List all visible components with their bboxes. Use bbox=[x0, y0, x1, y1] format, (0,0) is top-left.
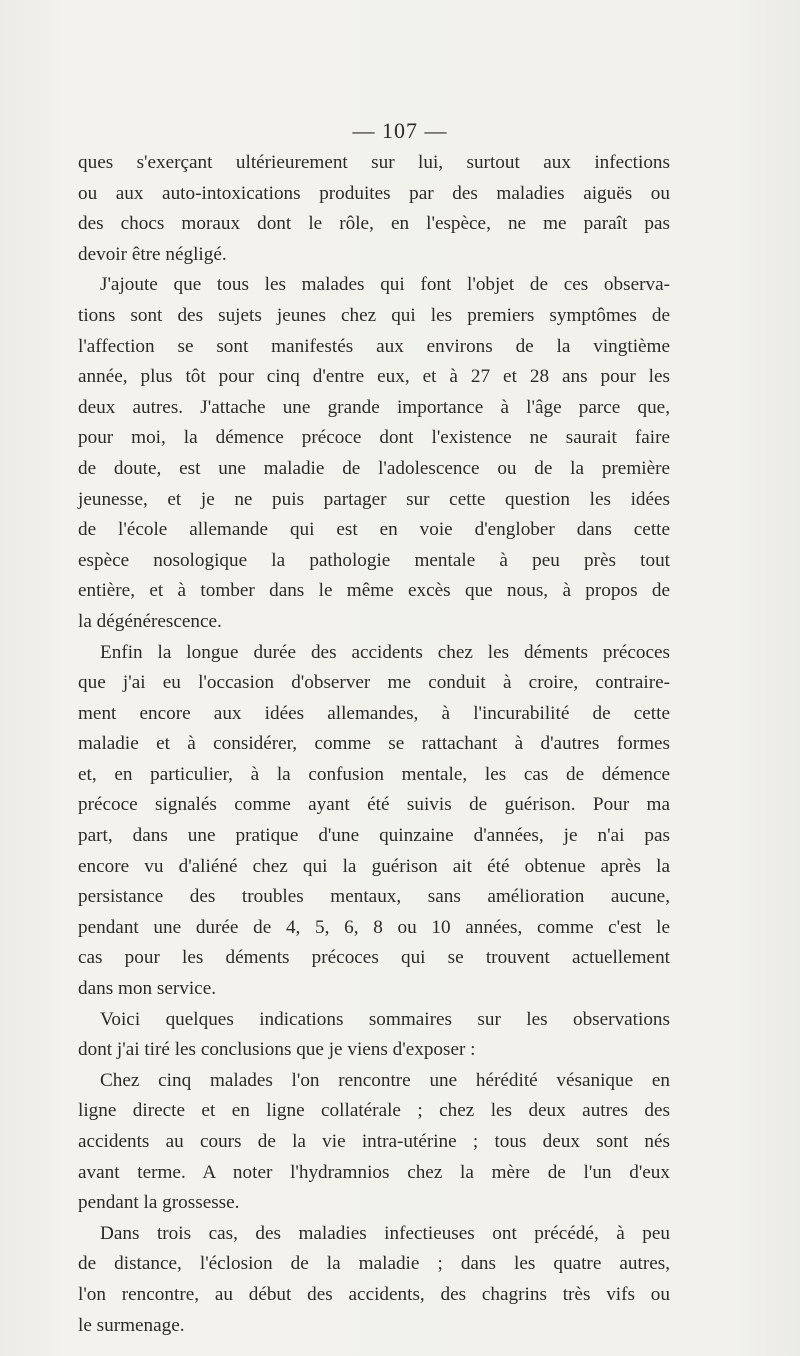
text-line: maladie et à considérer, comme se rattachant à d'autres formes bbox=[78, 733, 670, 755]
body-text bbox=[78, 148, 670, 1341]
text-line: année, plus tôt pour cinq d'entre eux, et à 27 et 28 ans pour les bbox=[78, 366, 670, 388]
page-number: — 107 — bbox=[352, 118, 448, 143]
text-line: pendant une durée de 4, 5, 6, 8 ou 10 années, comme c'est le bbox=[78, 916, 670, 938]
text-line: Enfin la longue durée des accidents chez les déments précoces bbox=[100, 641, 670, 663]
text-line: J'ajoute que tous les malades qui font l'objet de ces observa- bbox=[100, 274, 670, 296]
text-line: encore vu d'aliéné chez qui la guérison ait été obtenue après la bbox=[78, 855, 670, 877]
text-line: pendant la grossesse. bbox=[78, 1192, 240, 1214]
text-line: avant terme. A noter l'hydramnios chez la mère de l'un d'eux bbox=[78, 1161, 670, 1183]
text-line: part, dans une pratique d'une quinzaine d'années, je n'ai pas bbox=[78, 825, 670, 847]
text-line: l'affection se sont manifestés aux environs de la vingtième bbox=[78, 335, 670, 357]
paragraph bbox=[78, 270, 670, 637]
text-line: précoce signalés comme ayant été suivis de guérison. Pour ma bbox=[78, 794, 670, 816]
text-line: Dans trois cas, des maladies infectieuses ont précédé, à peu bbox=[100, 1222, 670, 1244]
text-line: ligne directe et en ligne collatérale ; chez les deux autres des bbox=[78, 1100, 670, 1122]
text-line: l'on rencontre, au début des accidents, des chagrins très vifs ou bbox=[78, 1283, 670, 1305]
text-line: dont j'ai tiré les conclusions que je viens d'exposer : bbox=[78, 1039, 476, 1061]
text-line: Voici quelques indications sommaires sur les observations bbox=[100, 1008, 670, 1030]
text-line: et, en particulier, à la confusion mentale, les cas de démence bbox=[78, 763, 670, 785]
text-line: deux autres. J'attache une grande importance à l'âge parce que, bbox=[78, 396, 670, 418]
text-line: espèce nosologique la pathologie mentale à peu près tout bbox=[78, 549, 670, 571]
text-line: cas pour les déments précoces qui se trouvent actuellement bbox=[78, 947, 670, 969]
paragraph bbox=[78, 148, 670, 270]
text-line: ou aux auto-intoxications produites par des maladies aiguës ou bbox=[78, 182, 670, 204]
text-line: la dégénérescence. bbox=[78, 610, 222, 632]
paragraph bbox=[78, 1005, 670, 1066]
text-line: ment encore aux idées allemandes, à l'incurabilité de cette bbox=[78, 702, 670, 724]
paragraph bbox=[78, 638, 670, 1005]
text-line: accidents au cours de la vie intra-utérine ; tous deux sont nés bbox=[78, 1131, 670, 1152]
paragraph bbox=[78, 1219, 670, 1341]
text-line: ques s'exerçant ultérieurement sur lui, surtout aux infections bbox=[78, 152, 670, 173]
text-line: tions sont des sujets jeunes chez qui les premiers symptômes de bbox=[78, 304, 670, 326]
text-line: pour moi, la démence précoce dont l'existence ne saurait faire bbox=[78, 427, 670, 449]
text-line: de distance, l'éclosion de la maladie ; dans les quatre autres, bbox=[78, 1253, 670, 1275]
text-line: persistance des troubles mentaux, sans amélioration aucune, bbox=[78, 886, 670, 908]
text-line: que j'ai eu l'occasion d'observer me conduit à croire, contraire- bbox=[78, 672, 670, 694]
text-line: dans mon service. bbox=[78, 978, 217, 1000]
text-line: de l'école allemande qui est en voie d'englober dans cette bbox=[78, 519, 670, 541]
paragraph bbox=[78, 1066, 670, 1219]
text-line: entière, et à tomber dans le même excès que nous, à propos de bbox=[78, 580, 670, 602]
text-line: de doute, est une maladie de l'adolescence ou de la première bbox=[78, 457, 670, 479]
text-line: jeunesse, et je ne puis partager sur cette question les idées bbox=[78, 488, 670, 510]
text-line: le surmenage. bbox=[78, 1314, 185, 1336]
text-line: Chez cinq malades l'on rencontre une hérédité vésanique en bbox=[100, 1069, 670, 1091]
text-line: devoir être négligé. bbox=[78, 243, 227, 265]
text-line: des chocs moraux dont le rôle, en l'espèce, ne me paraît pas bbox=[78, 213, 670, 235]
